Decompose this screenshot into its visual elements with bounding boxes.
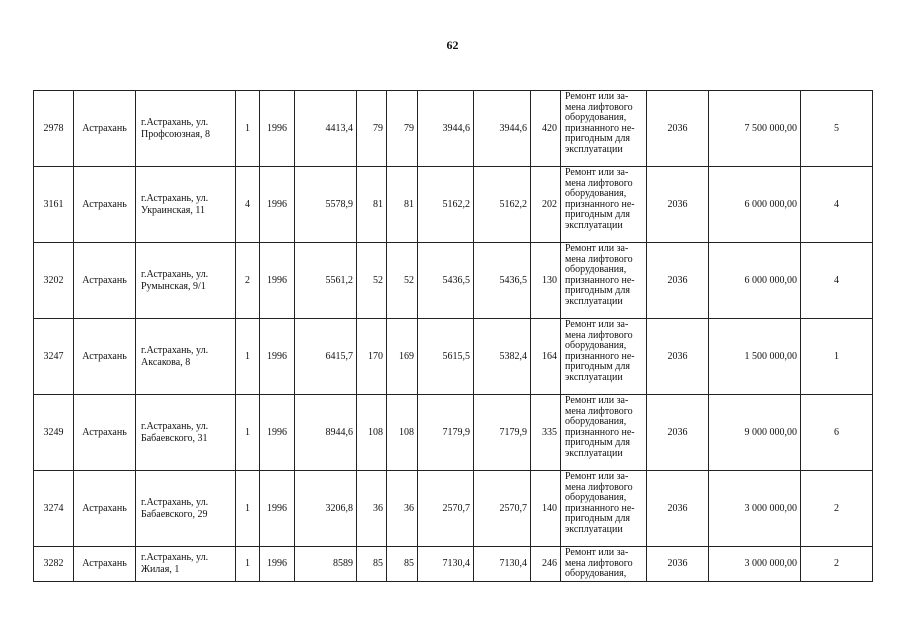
cell-build-year: 1996 [260, 471, 295, 547]
work-line: Ремонт или за- [565, 548, 629, 558]
work-line: признанного не- [565, 350, 635, 362]
cell-col-9: 5162,2 [418, 167, 474, 243]
table-row [34, 395, 873, 471]
cell-work-type [561, 243, 647, 319]
cell-address [136, 471, 236, 547]
cell-col-10: 3944,6 [474, 91, 531, 167]
cell-col-7: 52 [357, 243, 387, 319]
cell-municipality: Астрахань [74, 91, 136, 167]
cell-count: 5 [801, 91, 873, 167]
work-line: эксплуатации [565, 523, 623, 535]
cell-work-type [561, 547, 647, 582]
cell-municipality: Астрахань [74, 319, 136, 395]
cell-col-7: 108 [357, 395, 387, 471]
cell-col-11: 246 [531, 547, 561, 582]
work-line: оборудования, [565, 568, 627, 580]
cell-count: 1 [801, 319, 873, 395]
cell-cost: 6 000 000,00 [709, 167, 801, 243]
cell-municipality: Астрахань [74, 167, 136, 243]
work-line: эксплуатации [565, 219, 623, 231]
cell-plan-year: 2036 [647, 319, 709, 395]
table-row [34, 547, 873, 582]
work-line: Ремонт или за- [565, 472, 629, 482]
work-line: эксплуатации [565, 371, 623, 383]
cell-house-id: 3249 [34, 395, 74, 471]
work-line: пригодным для [565, 209, 630, 221]
cell-total-area: 8944,6 [295, 395, 357, 471]
cell-count: 4 [801, 167, 873, 243]
cell-cost: 3 000 000,00 [709, 471, 801, 547]
cell-col-10: 2570,7 [474, 471, 531, 547]
cell-plan-year: 2036 [647, 91, 709, 167]
cell-col-11: 130 [531, 243, 561, 319]
address-line: г.Астрахань, ул. [141, 344, 209, 356]
cell-col-10: 5162,2 [474, 167, 531, 243]
cell-build-year: 1996 [260, 547, 295, 582]
cell-address [136, 167, 236, 243]
cell-total-area: 5578,9 [295, 167, 357, 243]
cell-plan-year: 2036 [647, 167, 709, 243]
cell-col-8: 36 [387, 471, 418, 547]
cell-plan-year: 2036 [647, 471, 709, 547]
work-line: признанного не- [565, 502, 635, 514]
table-row [34, 319, 873, 395]
cell-col-4: 1 [236, 319, 260, 395]
cell-count: 4 [801, 243, 873, 319]
address-line: Бабаевского, 29 [141, 508, 208, 520]
cell-col-8: 169 [387, 319, 418, 395]
table-row [34, 243, 873, 319]
cell-municipality: Астрахань [74, 547, 136, 582]
cell-col-9: 5615,5 [418, 319, 474, 395]
table-row [34, 91, 873, 167]
cell-address [136, 395, 236, 471]
cell-col-9: 5436,5 [418, 243, 474, 319]
address-line: г.Астрахань, ул. [141, 420, 209, 432]
work-line: признанного не- [565, 426, 635, 438]
work-line: мена лифтового [565, 177, 633, 189]
cell-col-4: 4 [236, 167, 260, 243]
work-line: оборудования, [565, 416, 627, 428]
cell-municipality: Астрахань [74, 471, 136, 547]
cell-col-11: 335 [531, 395, 561, 471]
cell-work-type [561, 319, 647, 395]
address-line: г.Астрахань, ул. [141, 552, 209, 563]
address-line: Бабаевского, 31 [141, 432, 208, 444]
cell-total-area: 8589 [295, 547, 357, 582]
cell-address [136, 91, 236, 167]
cell-work-type [561, 167, 647, 243]
cell-count: 6 [801, 395, 873, 471]
cell-total-area: 5561,2 [295, 243, 357, 319]
work-line: мена лифтового [565, 405, 633, 417]
cell-plan-year: 2036 [647, 395, 709, 471]
work-line: Ремонт или за- [565, 244, 629, 254]
cell-col-4: 1 [236, 395, 260, 471]
cell-col-4: 1 [236, 471, 260, 547]
cell-work-type [561, 91, 647, 167]
cell-total-area: 6415,7 [295, 319, 357, 395]
cell-col-10: 5436,5 [474, 243, 531, 319]
cell-col-8: 85 [387, 547, 418, 582]
work-line: эксплуатации [565, 447, 623, 459]
cell-col-7: 79 [357, 91, 387, 167]
cell-col-4: 1 [236, 547, 260, 582]
cell-address [136, 547, 236, 582]
cell-cost: 9 000 000,00 [709, 395, 801, 471]
table-row [34, 167, 873, 243]
cell-col-9: 3944,6 [418, 91, 474, 167]
cell-col-8: 52 [387, 243, 418, 319]
cell-col-8: 79 [387, 91, 418, 167]
cell-build-year: 1996 [260, 243, 295, 319]
work-line: эксплуатации [565, 143, 623, 155]
cell-col-8: 108 [387, 395, 418, 471]
cell-col-9: 2570,7 [418, 471, 474, 547]
cell-work-type [561, 395, 647, 471]
cell-address [136, 243, 236, 319]
work-line: мена лифтового [565, 557, 633, 569]
page-number: 62 [446, 38, 459, 52]
work-line: Ремонт или за- [565, 396, 629, 406]
cell-house-id: 2978 [34, 91, 74, 167]
address-line: Аксакова, 8 [141, 356, 191, 368]
address-line: г.Астрахань, ул. [141, 116, 209, 128]
work-line: пригодным для [565, 361, 630, 373]
cell-address [136, 319, 236, 395]
cell-plan-year: 2036 [647, 547, 709, 582]
cell-cost: 3 000 000,00 [709, 547, 801, 582]
cell-house-id: 3202 [34, 243, 74, 319]
address-line: Украинская, 11 [141, 204, 206, 216]
cell-col-7: 81 [357, 167, 387, 243]
cell-col-7: 85 [357, 547, 387, 582]
cell-col-4: 2 [236, 243, 260, 319]
work-line: оборудования, [565, 264, 627, 276]
work-line: оборудования, [565, 492, 627, 504]
cell-house-id: 3274 [34, 471, 74, 547]
cell-col-7: 170 [357, 319, 387, 395]
cell-col-4: 1 [236, 91, 260, 167]
cell-col-10: 5382,4 [474, 319, 531, 395]
cell-col-10: 7179,9 [474, 395, 531, 471]
address-line: г.Астрахань, ул. [141, 268, 209, 280]
work-line: Ремонт или за- [565, 168, 629, 178]
cell-cost: 6 000 000,00 [709, 243, 801, 319]
work-line: мена лифтового [565, 253, 633, 265]
table-row [34, 471, 873, 547]
work-line: мена лифтового [565, 329, 633, 341]
work-line: пригодным для [565, 285, 630, 297]
work-line: пригодным для [565, 133, 630, 145]
work-line: оборудования, [565, 340, 627, 352]
address-line: Румынская, 9/1 [141, 280, 206, 292]
cell-house-id: 3247 [34, 319, 74, 395]
cell-house-id: 3161 [34, 167, 74, 243]
work-line: оборудования, [565, 188, 627, 200]
work-line: эксплуатации [565, 295, 623, 307]
cell-build-year: 1996 [260, 167, 295, 243]
work-line: мена лифтового [565, 481, 633, 493]
cell-col-11: 140 [531, 471, 561, 547]
cell-build-year: 1996 [260, 395, 295, 471]
cell-col-8: 81 [387, 167, 418, 243]
cell-col-11: 202 [531, 167, 561, 243]
work-line: оборудования, [565, 112, 627, 124]
cell-cost: 1 500 000,00 [709, 319, 801, 395]
work-line: Ремонт или за- [565, 92, 629, 102]
work-line: пригодным для [565, 513, 630, 525]
cell-house-id: 3282 [34, 547, 74, 582]
cell-work-type [561, 471, 647, 547]
cell-count: 2 [801, 547, 873, 582]
cell-municipality: Астрахань [74, 395, 136, 471]
work-line: признанного не- [565, 122, 635, 134]
cell-cost: 7 500 000,00 [709, 91, 801, 167]
address-line: г.Астрахань, ул. [141, 496, 209, 508]
cell-municipality: Астрахань [74, 243, 136, 319]
cell-col-7: 36 [357, 471, 387, 547]
cell-col-11: 164 [531, 319, 561, 395]
table-body [34, 91, 873, 582]
work-line: пригодным для [565, 437, 630, 449]
address-line: г.Астрахань, ул. [141, 192, 209, 204]
cell-col-10: 7130,4 [474, 547, 531, 582]
work-line: признанного не- [565, 274, 635, 286]
cell-col-9: 7130,4 [418, 547, 474, 582]
address-line: Жилая, 1 [141, 564, 180, 575]
address-line: Профсоюзная, 8 [141, 128, 210, 140]
cell-col-9: 7179,9 [418, 395, 474, 471]
cell-col-11: 420 [531, 91, 561, 167]
cell-build-year: 1996 [260, 91, 295, 167]
cell-plan-year: 2036 [647, 243, 709, 319]
cell-count: 2 [801, 471, 873, 547]
work-line: признанного не- [565, 198, 635, 210]
cell-total-area: 4413,4 [295, 91, 357, 167]
cell-build-year: 1996 [260, 319, 295, 395]
work-line: Ремонт или за- [565, 320, 629, 330]
cell-total-area: 3206,8 [295, 471, 357, 547]
capital-repair-table [33, 90, 873, 582]
work-line: мена лифтового [565, 101, 633, 113]
